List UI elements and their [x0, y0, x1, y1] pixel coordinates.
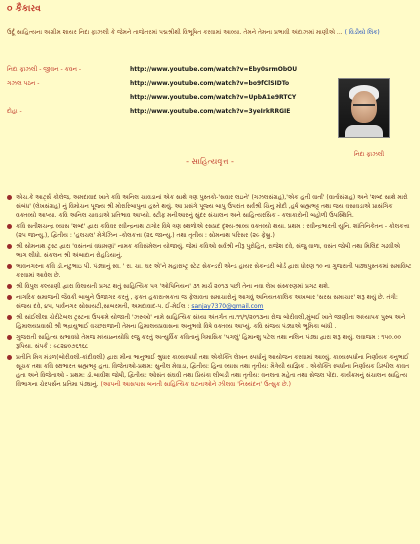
- intro-text: ઉર્દૂ સાહિત્યના અગ્રીમ શાયર નિદા ફાઝલી કે જેમને તાજેતરમાં પદ્મશ્રીથી વિભૂષિત કરવામાં આવ્યા. તેમને તેમના પ્રભાવી અંદાઝમાં માણીએ ...: [7, 29, 343, 36]
- item-text: શ્રી વિપુલ કલ્યાણી દ્વારા વિલાયતી પ્રગટ થતું સાહિત્યિક પત્ર 'ઓપિનિયન' ૩૧ માર્ચ ૨૦૧૩ પછી તેના નવા લેખ સંસ્કરણમાં પ્રગટ થશે.: [16, 283, 330, 290]
- video-link-row: [7, 93, 327, 107]
- list-item: [7, 282, 412, 291]
- list-item: [7, 313, 412, 331]
- video-link-row: [7, 79, 327, 93]
- item-text: કવિ સતીશચન્દ્ર વ્યાસ 'શબ્દ' દ્વારા કવિવર રવીન્દ્રનાથ ટાગોર વિષે ત્રણ સ્થળોએ રસપ્રદ દૃશ્ય-શ્રાવ્ય વક્તવ્યો થયા. પ્રથમ : રવીન્દ્રભારતી યુનિ. શાંતિનિકેતન - કોલકત્તા (૨૫ જાન્યુ.), દ્વિતીય : 'હલચલ' મેગેઝિન -કોલકત્તા (૨૬ જાન્યુ.) તથા તૃતીય : સોમનાથ પરિસર (૨૯ ફેબ્રુ.): [16, 223, 410, 239]
- link-label: નિદા ફાઝલી - જીવન - કવન -: [7, 66, 82, 73]
- video-link-row: [7, 65, 327, 79]
- youtube-url[interactable]: http://www.youtube.com/watch?v=Eby0srmObOU: [130, 66, 298, 73]
- list-item: [7, 333, 412, 351]
- email-link[interactable]: sanjay7370@gmail.com: [191, 303, 264, 310]
- list-item: [7, 193, 412, 220]
- list-item: [7, 222, 412, 240]
- link-label: ગઝલ પઠન -: [7, 80, 40, 87]
- video-link-row: [7, 107, 327, 121]
- photo-collar: [345, 125, 383, 138]
- author-photo: [338, 78, 390, 138]
- item-text: નાગરિક સમાજની જૈવકી બાબુને ઉજાગર કરતું , ફક્ત હકારાત્મકતા જ ફેલાવતા સમાચારોનું આગવું અનિયતકાલિક અખબાર 'સરસ સમાચાર' શરૂ થયું છે. તંત્રી: સંજય દવે, ૪૫, પાર્વનગર સોસાયટી,સાબરમતી, અમદાવાદ-૫. ઈ-મેઈલ :: [16, 294, 398, 310]
- list-item: [7, 262, 412, 280]
- video-link[interactable]: ( વિડીયો લિંક): [344, 29, 380, 36]
- item-text: ગુજરાતી સાહિત્ય સભાવધો તેમજ મધ્યાહ્નયોધિ રજુ કરતું અત્યુર્વિક કવિતાનું ત્રિમાસિક 'પગલું' હિમાન્શુ પટેલ તથા નલિન પંડ્યા દ્વારા શરૂ થયું. લવાજમ : ૧૫૦.૦૦ રૂપિયા. સંપર્ક : ૯૮૨૪૦૭૬૧૬૮: [16, 334, 402, 350]
- section-heading: - સાહિત્યવૃત્ત -: [186, 157, 234, 166]
- item-text: શ્રી સાંઈલીલા ચેરીટેબલ ટ્રસ્ટના ઉપક્રમે યોજાતી 'ઝરુખો' નામે સાહિત્યિક સંધ્યા અંતર્ગત તા.૧૧/૧/૨૦૧૩ના રોજ બોરીવલી,મુંબઈ ખાતે જાણીતા અધ્યાપક પુરુષ અને હિમાલયપ્રવાસી શ્રી ભદ્રાયુભાઈ વચ્છરાજાની તેમના હિમાલયપ્રવાસના અનુભવો વિષે વક્તવ્ય આપ્યું. કવિ સંજય પંડ્યાએ ભૂમિકા બાંધી .: [16, 314, 406, 330]
- youtube-url[interactable]: http://www.youtube.com/watch?v=3yeIrkRRGIE: [130, 108, 291, 115]
- news-items: [7, 193, 412, 391]
- photo-caption: નિદા ફાઝલી: [353, 151, 385, 158]
- section-title: ૦ કૈકારવ: [7, 4, 41, 14]
- list-item: [7, 353, 412, 389]
- item-text: શ્રી સોમનાથ ટ્રસ્ટ દ્વારા 'વસંતનાં વધામણાં' નામક કવિસંમેલન યોજાયું. જેમાં કવિઓ સર્વશ્રી નીરૂ પુરોહિત, રાજેશ દવે, સંજુ વાળા, વસંત જોષી તથા મિલિંદ ગઢવીએ ભાગ લીધો. સંકલન શ્રી અંબાદાન રોહડિયાનું.: [16, 243, 401, 259]
- item-text: એચ.કે આર્ટ્સ કોલેજ, અમદાવાદ ખાતે કવિ અનિલ ચાવડાનાં એક સાથે ત્રણ પુસ્તકો-'સવાર લઇને' (ગઝલસંગ્રહ),'એક હતી વાર્તા' (વાર્તાસંગ્રહ) અને 'શબ્દ સાથે મારો સંબંધ' (લેખસંગ્રહ) નું વિમોચન પૂજ્ય શ્રી મોરારિબાપુના હસ્તે થયું. આ પ્રસંગે પૂજ્ય બાપુ ઉપરાંત સર્વશ્રી ચિનુ મોદી ,હર્ષ બ્રહ્મભટ્ટ તથા જય વસાવડાએ પ્રાસંગિક વક્તવ્યો આપ્યા. કવિ અનિલ ચાવડાએ પ્રતિભાવ આપ્યો. સ્ટીફ મનીઆરનું સુંદર સંચાલન અને સાહિત્યરસિક - કલાકારોની બહોળી ઉપસ્થિતિ.: [16, 194, 408, 219]
- item-text: પ્રતીતિ મિત્ર મંડળ(બોરીવલી-કાંદીવલી) દ્વારા મીના ભાનુભાઈ શ્રુધાર કાવ્યસ્પર્ધા તથા એકોક્તિ લેખન સ્પર્ધાનું આયોજન કરવામાં આવ્યું. કાવ્યસ્પર્ધાના નિર્ણાયક કનુભાઈ સૂચક તથા કવિ સ્ક્ષભારત બ્રહ્મભટ્ટ હતા. વિજેતાઓ-પ્રથમ: સુનીલ મેવાડા, દ્વિતીય: હિના વ્યાસ તથા તૃતીય: મૈત્રેયી યાજ્ઞિક . એકોક્તિ સ્પર્ધાના નિર્ણાયક ડિમ્પીલ કાવત હતા અને વિજેતાઓ - પ્રથમ: ડૉ.બાવીશ જોષી, દ્વિતીય: ઓસંત સંઘવી તથા પ્રિયંકા લીબડી તથા તૃતીય: વનલતા મહેતા તથા સેજલ પોંદા. કાર્યક્રમનું સંચાલન સાહિત્ય વિભાગના ચેરપર્સન પ્રતિમા પંડ્યાનું.: [16, 354, 410, 388]
- video-links-list: [7, 65, 327, 121]
- link-label: દોહા -: [7, 108, 22, 115]
- intro-paragraph: [7, 27, 407, 38]
- youtube-url[interactable]: http://www.youtube.com/watch?v=bo9fClSIDTo: [130, 80, 290, 87]
- item-text: ભાવનગરના કવિ ડૉ.નટુભાઇ પી. પંડ્યાનું સ્વ. ' રા. ચા. ઘર એ'ને મહારાષ્ટ્ર સ્ટેટ સેકન્ડરી એન્ડ હાયર સેકન્ડરી બોર્ડ દ્વારા ધોરણ ૧૦ ના ગુજરાતી પાઠ્યપુસ્તકમાં સમાવિષ્ટ કરવામાં આવેલ છે.: [16, 263, 412, 279]
- item-note: (આપની આસપાસ બનતી સાહિત્યિક ઘટનાઓને ઝીલવા 'નિસ્યંદન' ઉત્સુક છે.): [100, 381, 291, 388]
- list-item: [7, 242, 412, 260]
- list-item: [7, 293, 412, 311]
- youtube-url[interactable]: http://www.youtube.com/watch?v=UpbA1e9RTCY: [130, 94, 297, 101]
- photo-glasses: [353, 104, 375, 110]
